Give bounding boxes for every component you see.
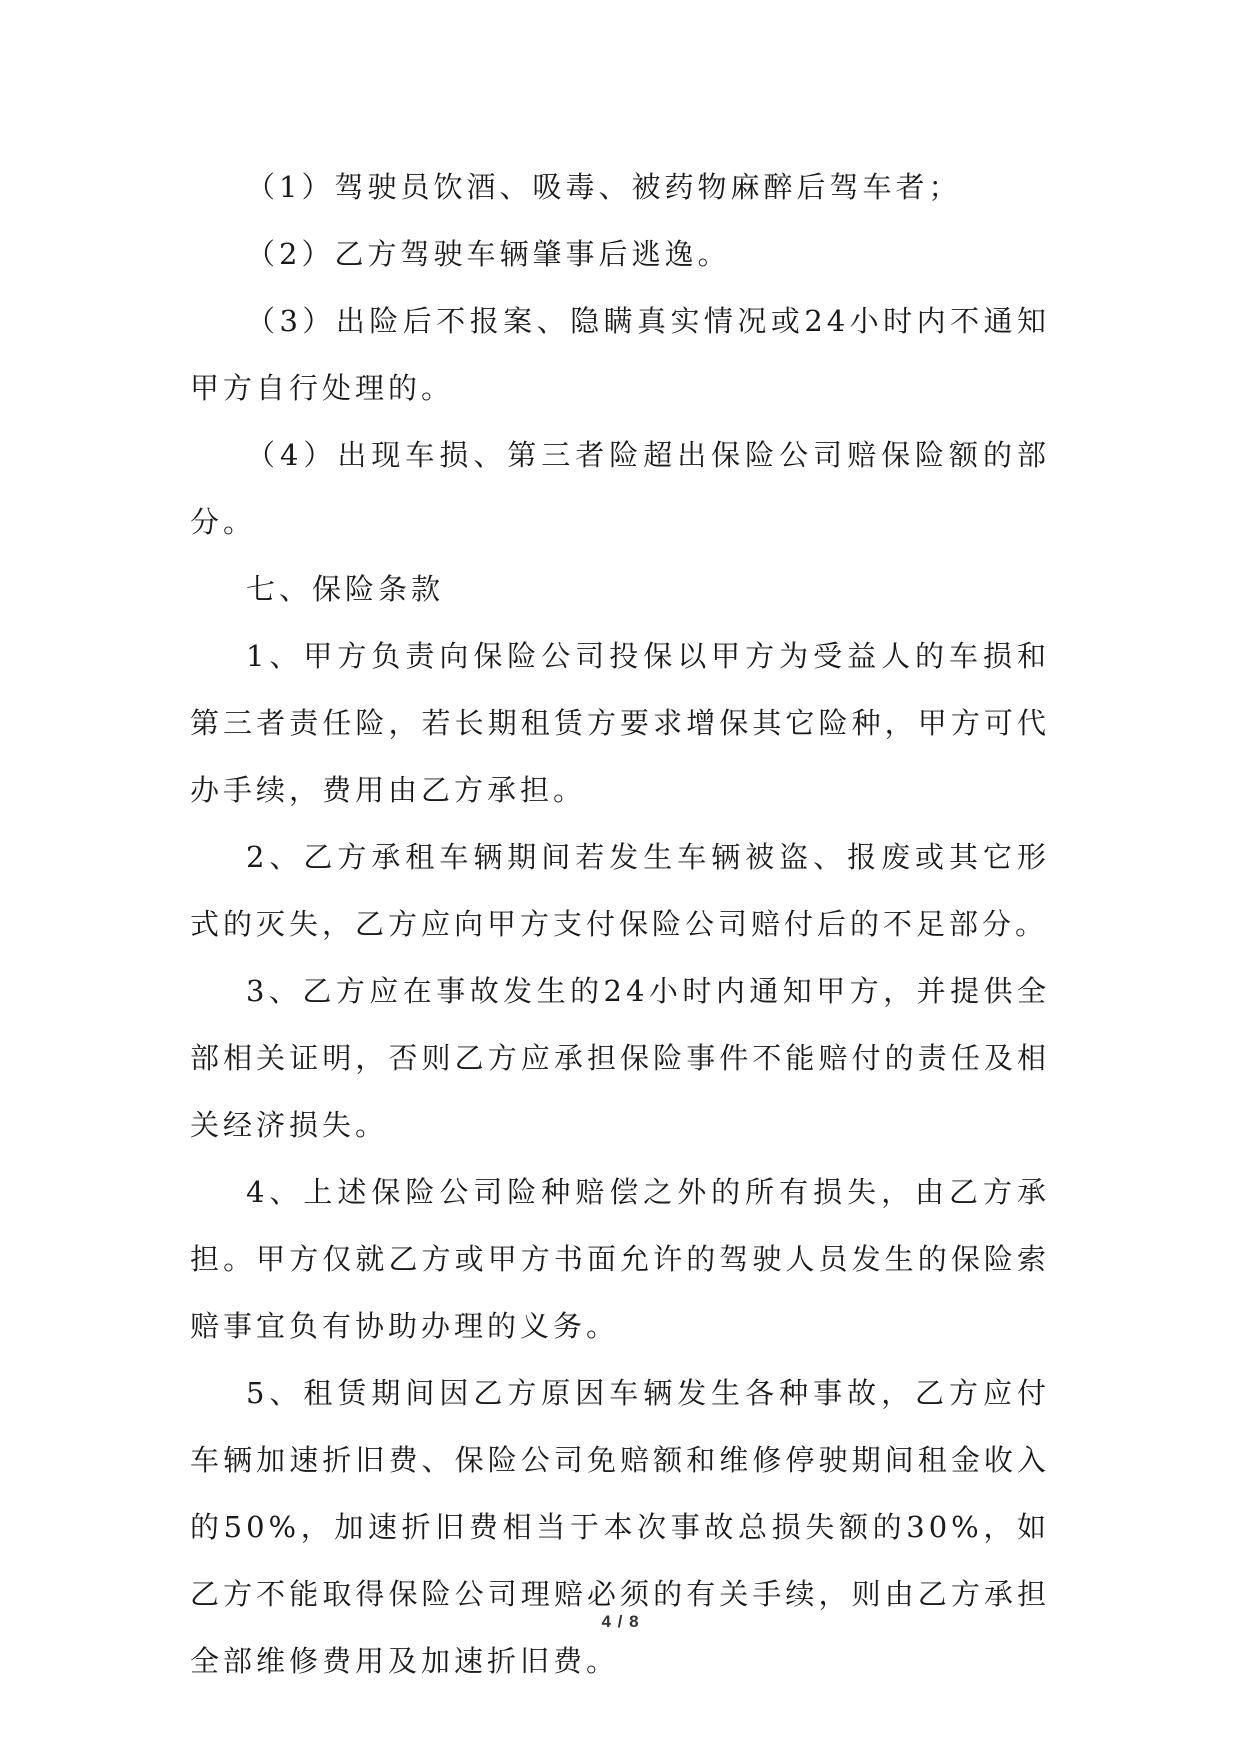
- paragraph-insurance-item-2: 2、乙方承租车辆期间若发生车辆被盗、报废或其它形式的灭失，乙方应向甲方支付保险公司赔付后的不足部分。: [190, 840, 1050, 941]
- section-heading-insurance-terms: 七、保险条款: [246, 572, 445, 606]
- paragraph-insurance-item-4: 4、上述保险公司险种赔偿之外的所有损失，由乙方承担。甲方仅就乙方或甲方书面允许的驾驶人员发生的保险索赔事宜负有协助办理的义务。: [190, 1175, 1050, 1343]
- paragraph-insurance-item-5: 5、租赁期间因乙方原因车辆发生各种事故，乙方应付车辆加速折旧费、保险公司免赔额和维修停驶期间租金收入的50%，加速折旧费相当于本次事故总损失额的30%，如乙方不能取得保险公司理赔必须的有关手续，则由乙方承担全部维修费用及加速折旧费。: [190, 1376, 1050, 1678]
- paragraph-clause-6-item-4: （4）出现车损、第三者险超出保险公司赔保险额的部分。: [190, 438, 1050, 539]
- paragraph-clause-6-item-2: （2）乙方驾驶车辆肇事后逃逸。: [246, 237, 731, 271]
- document-body: [190, 154, 1050, 1695]
- paragraph-insurance-item-3: 3、乙方应在事故发生的24小时内通知甲方，并提供全部相关证明，否则乙方应承担保险事件不能赔付的责任及相关经济损失。: [190, 974, 1050, 1142]
- paragraph-clause-6-item-1: （1）驾驶员饮酒、吸毒、被药物麻醉后驾车者；: [246, 170, 962, 204]
- paragraph-insurance-item-1: 1、甲方负责向保险公司投保以甲方为受益人的车损和第三者责任险，若长期租赁方要求增保其它险种，甲方可代办手续，费用由乙方承担。: [190, 639, 1050, 807]
- page-number: 4 / 8: [601, 1612, 640, 1631]
- paragraph-clause-6-item-3: （3）出险后不报案、隐瞒真实情况或24小时内不通知甲方自行处理的。: [190, 304, 1050, 405]
